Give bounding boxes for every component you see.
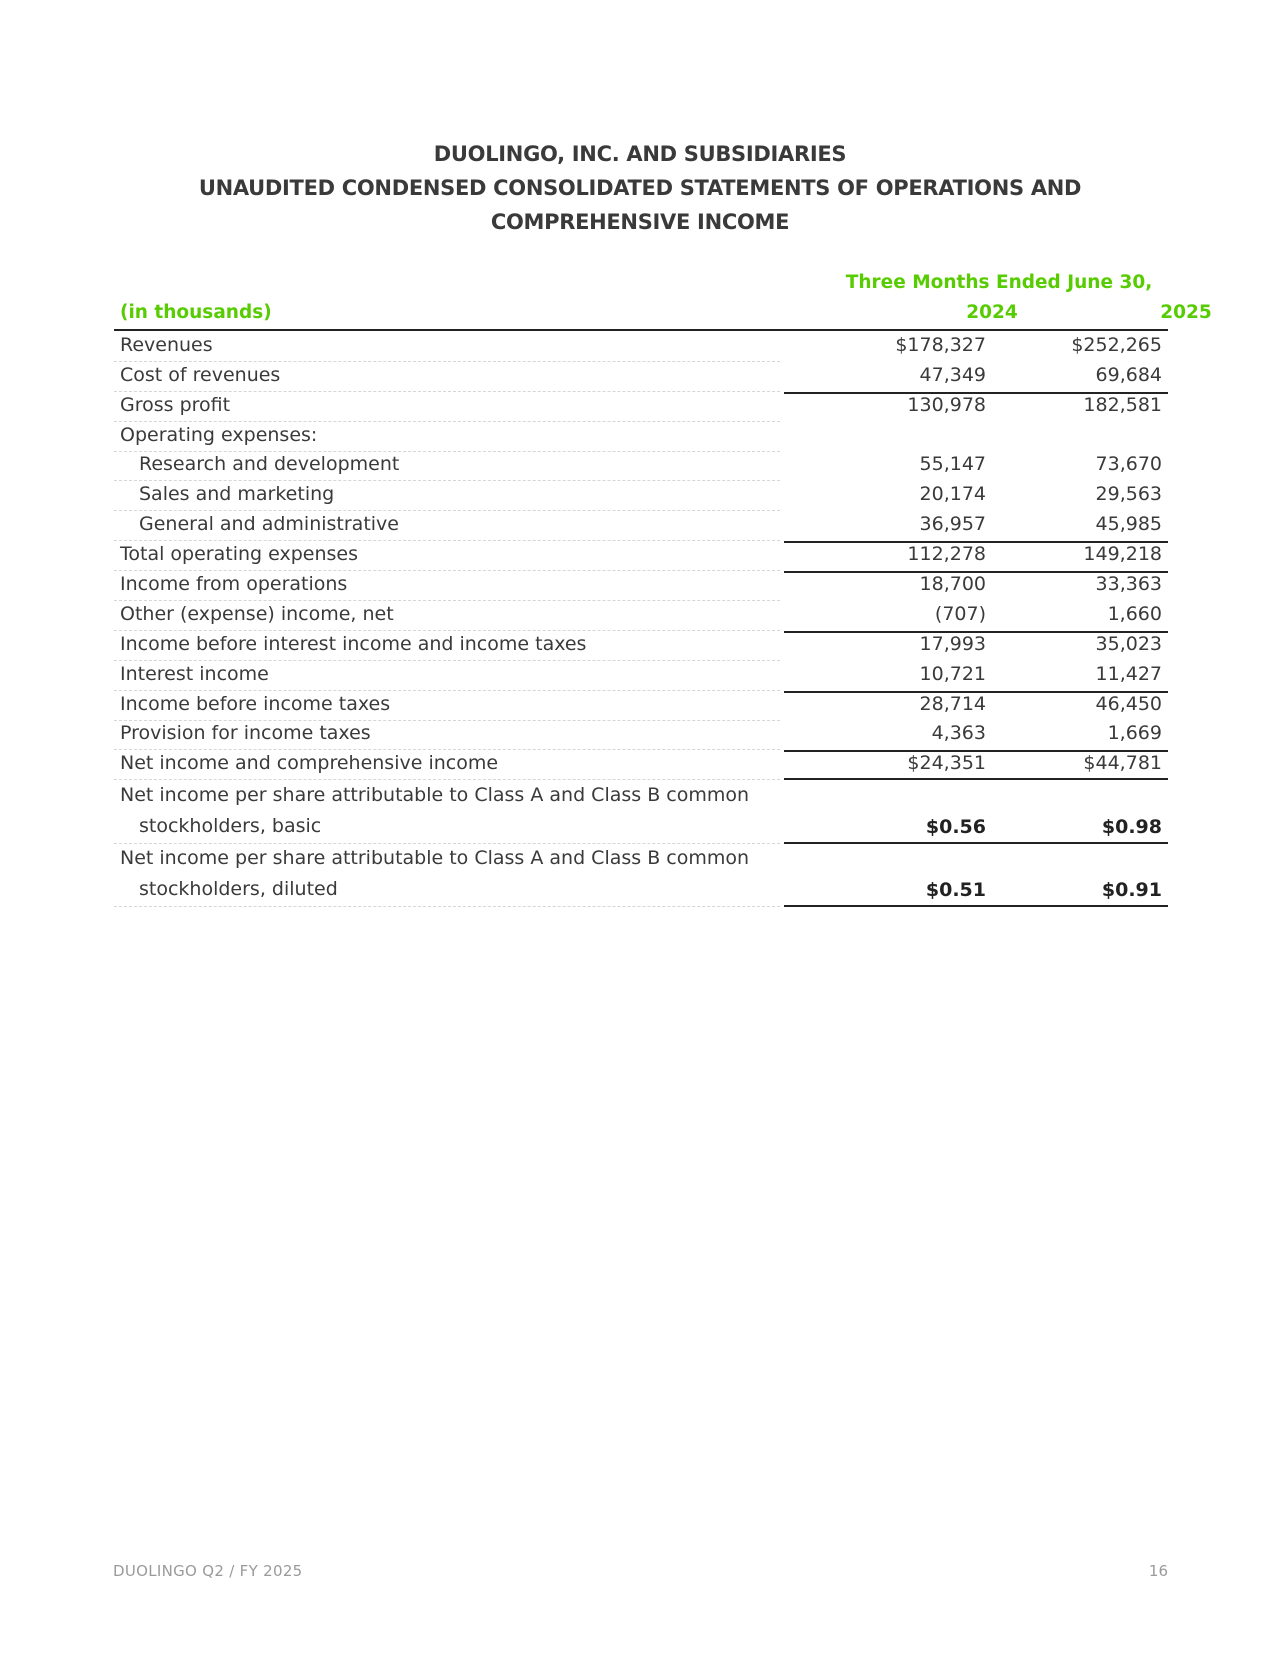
table-row — [114, 392, 1168, 422]
value-2025: $252,265 — [1071, 333, 1162, 356]
table-row — [114, 631, 1168, 661]
row-label: Revenues — [120, 333, 213, 356]
page-number: 16 — [1148, 1562, 1168, 1580]
value-2024: $0.51 — [925, 879, 986, 902]
row-label-line1: Net income per share attributable to Class A and Class B common — [120, 847, 750, 870]
total-rule — [784, 905, 1168, 907]
value-2024: $24,351 — [907, 752, 986, 775]
table-row — [114, 691, 1168, 721]
row-label-line2: stockholders, basic — [139, 814, 322, 837]
statement-title-line1: UNAUDITED CONDENSED CONSOLIDATED STATEMENTS OF OPERATIONS AND — [198, 176, 1082, 200]
table-row — [114, 750, 1168, 780]
table-body — [114, 332, 1168, 907]
table-row — [114, 661, 1168, 691]
table-row — [114, 362, 1168, 392]
value-2024: 55,147 — [919, 453, 986, 476]
table-row — [114, 721, 1168, 751]
value-2024: $178,327 — [895, 333, 986, 356]
row-label: Sales and marketing — [139, 483, 335, 506]
row-label — [120, 843, 780, 905]
row-label: Income from operations — [120, 573, 348, 596]
company-name: DUOLINGO, INC. AND SUBSIDIARIES — [433, 142, 847, 166]
table-row — [114, 481, 1168, 511]
row-label: Interest income — [120, 662, 269, 685]
table-row — [114, 780, 1168, 844]
value-2025: $0.91 — [1101, 879, 1162, 902]
value-2025: 33,363 — [1095, 573, 1162, 596]
row-label: Net income and comprehensive income — [120, 752, 499, 775]
value-2025: 35,023 — [1095, 632, 1162, 655]
row-label: Operating expenses: — [120, 423, 318, 446]
table-row — [114, 511, 1168, 541]
row-label: Income before interest income and income taxes — [120, 632, 587, 655]
row-label: Gross profit — [120, 393, 231, 416]
row-label: Other (expense) income, net — [120, 602, 394, 625]
income-statement-table — [114, 270, 1212, 907]
value-2025: $0.98 — [1101, 815, 1162, 838]
value-2025: 73,670 — [1095, 453, 1162, 476]
table-row — [114, 452, 1168, 482]
value-2025: 1,669 — [1107, 722, 1162, 745]
row-label-line2: stockholders, diluted — [139, 878, 338, 901]
table-row — [114, 601, 1168, 631]
table-row — [114, 844, 1168, 908]
value-2025: 11,427 — [1095, 662, 1162, 685]
period-header: Three Months Ended June 30, — [845, 272, 1153, 293]
value-2024: (707) — [934, 602, 986, 625]
row-label: Total operating expenses — [120, 543, 358, 566]
value-2024: 36,957 — [919, 513, 986, 536]
row-divider — [114, 906, 780, 907]
value-2025: 46,450 — [1095, 692, 1162, 715]
value-2024: 10,721 — [919, 662, 986, 685]
value-2024: 130,978 — [907, 393, 986, 416]
value-2025: 182,581 — [1083, 393, 1162, 416]
year-header-2024: 2024 — [966, 302, 1018, 323]
value-2025: 149,218 — [1083, 543, 1162, 566]
table-row — [114, 332, 1168, 362]
footer-report-name: DUOLINGO Q2 / FY 2025 — [113, 1562, 303, 1580]
table-row — [114, 422, 1168, 452]
row-label: General and administrative — [139, 513, 399, 536]
row-label: Income before income taxes — [120, 692, 391, 715]
value-2024: 47,349 — [919, 363, 986, 386]
row-label: Research and development — [139, 453, 400, 476]
table-row — [114, 571, 1168, 601]
value-2024: 4,363 — [931, 722, 986, 745]
value-2025: 69,684 — [1095, 363, 1162, 386]
row-label-line1: Net income per share attributable to Class A and Class B common — [120, 783, 750, 806]
value-2024: $0.56 — [925, 815, 986, 838]
statement-title-line2: COMPREHENSIVE INCOME — [490, 210, 790, 234]
value-2025: 45,985 — [1095, 513, 1162, 536]
value-2025: 1,660 — [1107, 602, 1162, 625]
year-header-2025: 2025 — [1160, 302, 1212, 323]
value-2025: $44,781 — [1083, 752, 1162, 775]
value-2024: 28,714 — [919, 692, 986, 715]
table-header — [114, 270, 1212, 330]
row-label — [120, 780, 780, 842]
document-title — [0, 137, 1280, 239]
value-2024: 20,174 — [919, 483, 986, 506]
table-row — [114, 541, 1168, 571]
value-2024: 112,278 — [907, 543, 986, 566]
value-2024: 18,700 — [919, 573, 986, 596]
units-label: (in thousands) — [120, 302, 272, 323]
row-label: Provision for income taxes — [120, 722, 371, 745]
value-2025: 29,563 — [1095, 483, 1162, 506]
row-label: Cost of revenues — [120, 363, 281, 386]
value-2024: 17,993 — [919, 632, 986, 655]
